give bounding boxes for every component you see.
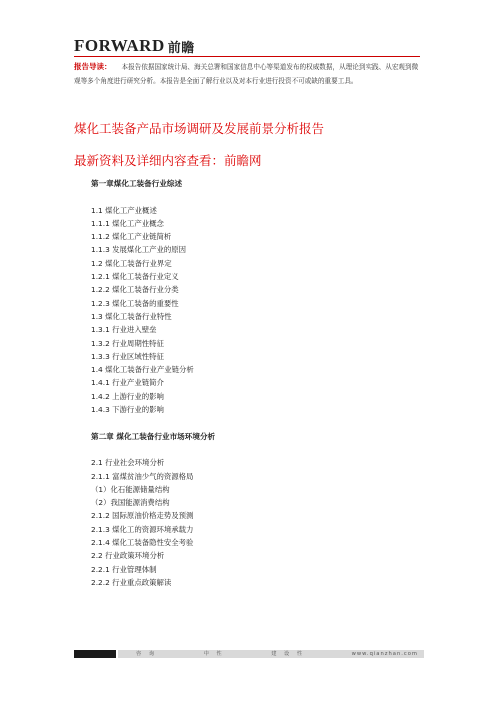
intro-label: 报告导读： xyxy=(74,62,112,71)
toc-item: 1.1 煤化工产业概述 xyxy=(91,205,157,215)
toc-item: 2.2.1 行业管理体制 xyxy=(91,564,157,574)
header-divider xyxy=(74,56,420,57)
report-intro xyxy=(74,60,424,88)
toc-item: 1.1.2 煤化工产业链简析 xyxy=(91,232,172,242)
slogan-3: 建 设 性 xyxy=(271,651,306,657)
toc-item: 1.1.1 煤化工产业概念 xyxy=(91,218,164,228)
toc-item: 2.1 行业社会环境分析 xyxy=(91,458,165,468)
toc-item: 2.2.2 行业重点政策解读 xyxy=(91,577,172,587)
toc-item: 1.3.1 行业进入壁垒 xyxy=(91,325,157,335)
toc-item: 2.1.2 国际原油价格走势及预测 xyxy=(91,511,194,521)
toc-item: 1.3.3 行业区域性特征 xyxy=(91,351,164,361)
toc-item: 1.4.1 行业产业链简介 xyxy=(91,378,164,388)
toc-item: 1.3.2 行业周期性特征 xyxy=(91,338,164,348)
toc-item: 1.2.1 煤化工装备行业定义 xyxy=(91,272,179,282)
toc-item: （1）化石能源储量结构 xyxy=(91,484,170,494)
toc-item: 2.1.4 煤化工装备隐性安全考验 xyxy=(91,538,194,548)
toc-item: 2.1.1 富煤贫油少气的资源格局 xyxy=(91,471,194,481)
slogan-1: 咨 询 xyxy=(136,651,158,657)
toc-item: 1.2.3 煤化工装备的重要性 xyxy=(91,298,179,308)
toc-item: 1.2.2 煤化工装备行业分类 xyxy=(91,285,179,295)
toc-item: 1.4.3 下游行业的影响 xyxy=(91,405,164,415)
toc-item: （2）我国能源消费结构 xyxy=(91,498,170,508)
brand-logo xyxy=(74,36,195,56)
toc-spacer xyxy=(91,443,411,456)
toc-chapter-heading: 第二章 煤化工装备行业市场环境分析 xyxy=(91,431,216,441)
toc-item: 1.4.2 上游行业的影响 xyxy=(91,391,164,401)
toc-item: 2.2 行业政策环境分析 xyxy=(91,551,165,561)
report-title: 煤化工装备产品市场调研及发展前景分析报告 xyxy=(74,121,325,136)
intro-text: 本报告依据国家统计局、海关总署和国家信息中心等渠道发布的权威数据，从理论到实践、从宏观到微观等多个角度进行研究分析。本报告是全面了解行业以及对本行业进行投资不可或缺的重要工具。 xyxy=(74,63,419,85)
toc-item: 1.1.3 发展煤化工产业的原因 xyxy=(91,245,187,255)
table-of-contents xyxy=(91,177,411,589)
toc-spacer xyxy=(91,190,411,203)
logo-text-cn: 前瞻 xyxy=(167,40,195,56)
toc-item: 1.2 煤化工装备行业界定 xyxy=(91,258,172,268)
logo-text-en: FORWARD xyxy=(74,36,165,55)
toc-spacer xyxy=(91,416,411,429)
details-link[interactable]: 最新资料及详细内容查看：前瞻网 xyxy=(74,153,262,168)
page-footer xyxy=(74,650,424,658)
footer-url[interactable]: www.qianzhan.com xyxy=(351,651,418,657)
slogan-2: 中 性 xyxy=(203,651,225,657)
footer-slogan xyxy=(118,650,424,658)
footer-bar xyxy=(74,650,116,658)
toc-item: 1.3 煤化工装备行业特性 xyxy=(91,311,172,321)
toc-item: 1.4 煤化工装备行业产业链分析 xyxy=(91,365,194,375)
toc-chapter-heading: 第一章煤化工装备行业综述 xyxy=(91,179,183,188)
toc-item: 2.1.3 煤化工的资源环境承载力 xyxy=(91,524,194,534)
